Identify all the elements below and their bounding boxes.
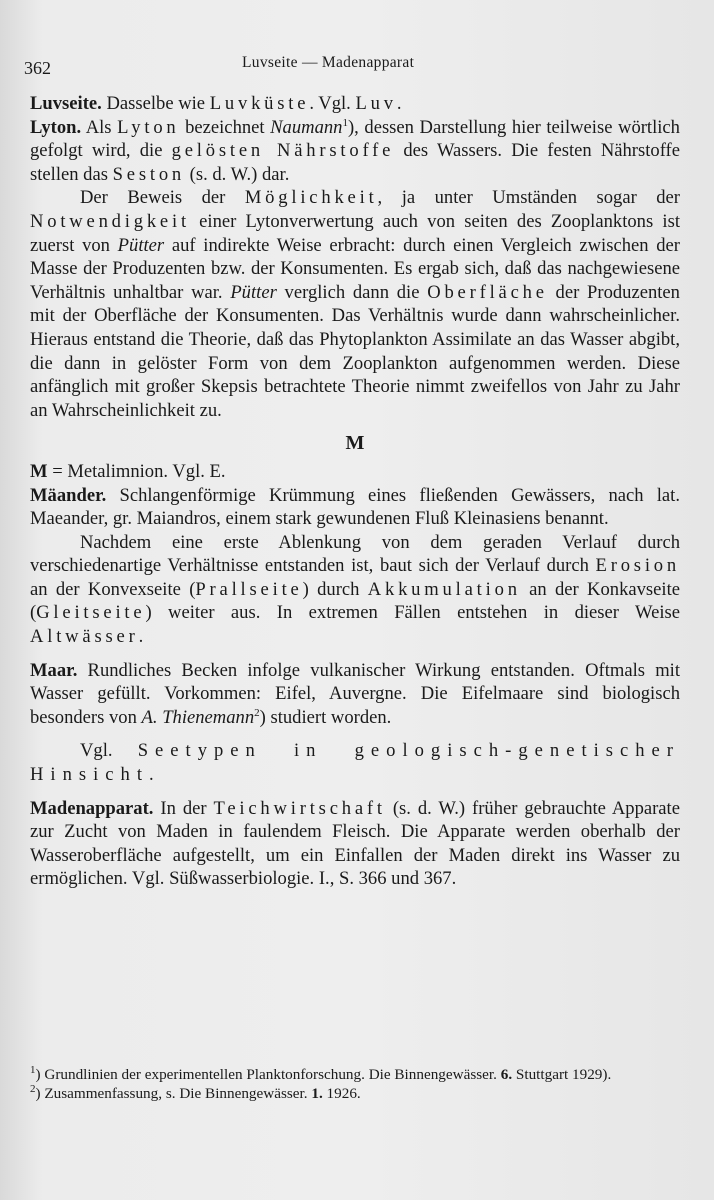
- text-run: M: [30, 460, 48, 482]
- text-run: Seston: [112, 163, 186, 185]
- text-run: Rundliches Becken infolge vulkanischer Wirkung entstanden. Oftmals mit Wasser gefüllt. Vorkommen: Eifel, Auvergne. Die Eifelmaare sind biologisch besonders von: [30, 659, 680, 728]
- text-run: des Wassers. Die festen Nährstoffe stellen das: [30, 140, 681, 185]
- text-run: Erosion: [595, 555, 680, 577]
- text-run: Nachdem eine erste Ablenkung von dem geraden Verlauf durch verschiedenartige Verhältnisse entstanden ist, baut sich der Verlauf durch: [30, 531, 680, 577]
- footnote: [30, 1084, 682, 1103]
- text-run: .: [149, 764, 154, 786]
- text-run: einer Lytonverwertung auch von seiten des Zooplanktons ist zuerst von: [30, 210, 680, 256]
- text-run: Madenapparat.: [30, 797, 154, 819]
- text-run: 1926.: [322, 1085, 361, 1102]
- page-number: 362: [24, 58, 51, 78]
- text-run: Notwendigkeit: [30, 210, 190, 232]
- text-run: Lyton.: [30, 116, 82, 138]
- text-run: Dasselbe wie: [101, 93, 210, 114]
- text-run: Oberfläche: [427, 281, 548, 303]
- dictionary-entry: [30, 186, 680, 422]
- text-run: Schlangenförmige Krümmung eines fließenden Gewässers, nach lat. Maeander, gr. Maiandros, einem stark gewundenen Fluß Kleinasiens benannt.: [30, 484, 680, 530]
- text-run: , ja unter Umständen sogar der: [377, 187, 681, 209]
- text-run: ) weiter aus. In extremen Fällen entstehen in dieser Weise: [145, 602, 680, 624]
- text-run: der Produzenten mit der Oberfläche der Konsumenten. Das Verhältnis wurde dann wahrscheinlicher. Hieraus entstand die Theorie, daß das Phytoplankton Assimilate an das Wasser abgibt, die dann in gelöster Form von dem Zooplankton aufgenommen werden. Diese anfänglich mit großer Skepsis betrachtete Theorie nimmt zweifellos von Jahr zu Jahr an Wahrscheinlichkeit zu.: [30, 281, 680, 421]
- text-run: Stuttgart 1929).: [512, 1066, 612, 1083]
- section-letter-heading: M: [345, 432, 365, 455]
- text-run: Pütter: [117, 234, 165, 256]
- footnote-marker: 2: [30, 1082, 36, 1095]
- footnotes: [30, 1065, 682, 1103]
- dictionary-entry: [30, 739, 680, 786]
- text-run: Teichwirtschaft: [213, 797, 386, 819]
- footnote-marker: 1: [30, 1063, 36, 1076]
- text-run: verglich dann die: [276, 281, 428, 303]
- footnote-marker: 1: [342, 116, 348, 129]
- dictionary-entry: [30, 92, 680, 116]
- text-run: (s. d. W.) dar.: [185, 163, 290, 185]
- text-run: ) Zusammenfassung, s. Die Binnengewässer.: [35, 1085, 312, 1102]
- text-run: Seetypen in geologisch-genetischer Hinsicht: [30, 740, 681, 786]
- text-run: an der Konkavseite (: [30, 578, 680, 624]
- dictionary-entry: [30, 460, 680, 484]
- text-run: (s. d. W.) früher gebrauchte Apparate zur Zucht von Maden in faulendem Fleisch. Die Apparate werden oberhalb der Wasseroberfläche aufgestellt, um ein Einfallen der Maden direkt ins Wasser zu ermöglichen. Vgl. Süßwasserbiologie. I., S. 366 und 367.: [30, 797, 680, 890]
- text-run: Akkumulation: [367, 578, 521, 600]
- text-run: A. Thienemann: [141, 706, 255, 728]
- text-run: Der Beweis der: [80, 187, 245, 209]
- footnote-marker: 2: [254, 706, 260, 719]
- dictionary-entry: [30, 659, 680, 730]
- text-run: Vgl.: [80, 740, 138, 762]
- text-run: Als: [81, 116, 118, 138]
- text-run: bezeichnet: [179, 116, 271, 138]
- text-run: Lyton: [117, 116, 180, 138]
- page-body: [30, 92, 680, 891]
- text-run: = Metalimnion. Vgl. E.: [47, 460, 226, 482]
- text-run: Luvküste: [209, 93, 310, 114]
- text-run: Luvseite.: [30, 93, 102, 114]
- entries-l: [30, 92, 680, 422]
- text-run: ) Grundlinien der experimentellen Planktonforschung. Die Binnengewässer.: [35, 1066, 501, 1083]
- text-run: ) durch: [302, 578, 368, 600]
- dictionary-entry: [30, 116, 680, 187]
- entries-m: [30, 460, 680, 891]
- text-run: gelösten Nährstoffe: [171, 140, 395, 162]
- text-run: an der Konvexseite (: [30, 578, 196, 600]
- text-run: Möglichkeit: [244, 187, 378, 209]
- text-run: Gleitseite: [36, 602, 146, 624]
- dictionary-entry: [30, 531, 680, 649]
- text-run: . Vgl.: [309, 93, 356, 114]
- text-run: Maar.: [30, 659, 78, 681]
- text-run: ), dessen Darstellung hier teilweise wörtlich gefolgt wird, die: [30, 116, 680, 162]
- text-run: .: [138, 626, 144, 648]
- text-run: auf indirekte Weise erbracht: durch einen Vergleich zwischen der Masse der Produzenten bzw. der Konsumenten. Es ergab sich, daß das nachgewiesene Verhältnis unhaltbar war.: [30, 234, 680, 303]
- text-run: In der: [153, 797, 214, 819]
- text-run: Altwässer: [30, 626, 139, 648]
- page-header: [24, 52, 684, 78]
- text-run: Luv: [355, 93, 397, 114]
- text-run: ) studiert worden.: [259, 706, 392, 728]
- running-head: Luvseite — Madenapparat: [242, 54, 415, 71]
- dictionary-entry: [30, 484, 680, 531]
- text-run: 1.: [311, 1085, 323, 1102]
- text-run: Pütter: [230, 281, 277, 303]
- text-run: Naumann: [270, 116, 343, 138]
- text-run: Prallseite: [195, 578, 303, 600]
- footnote: [30, 1065, 682, 1084]
- text-run: .: [396, 93, 402, 114]
- text-run: Mäander.: [30, 484, 107, 506]
- text-run: 6.: [500, 1066, 513, 1083]
- dictionary-entry: [30, 797, 680, 891]
